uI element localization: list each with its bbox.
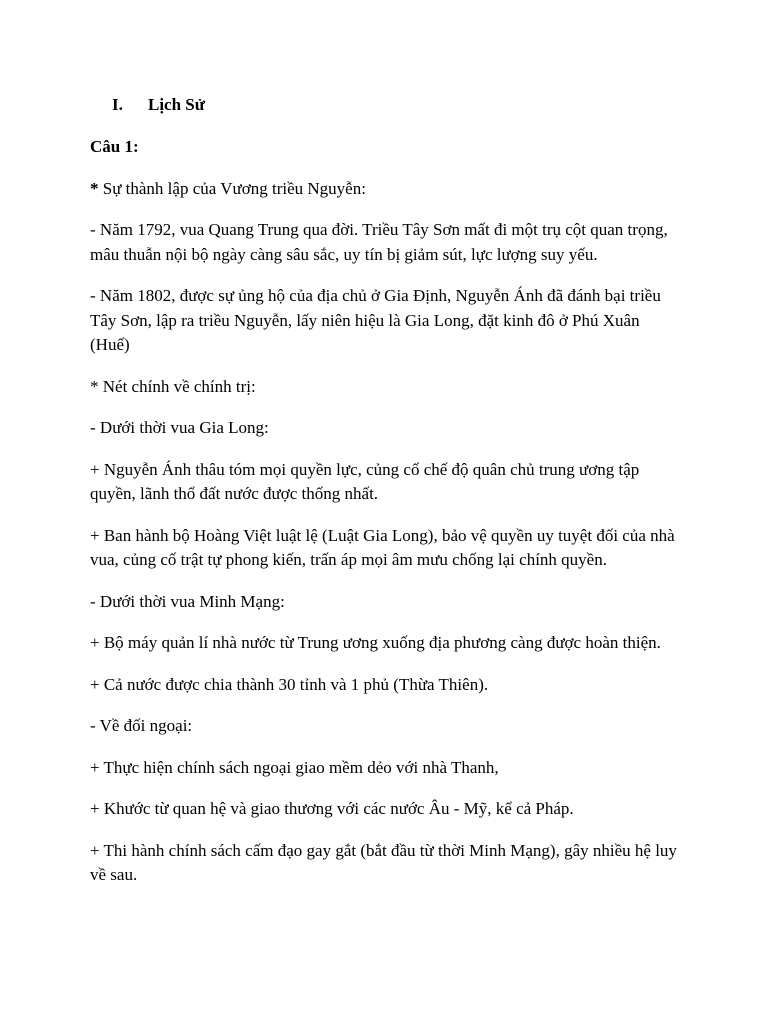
paragraph: - Dưới thời vua Minh Mạng: (90, 591, 285, 611)
paragraph: - Dưới thời vua Gia Long: (90, 418, 269, 437)
paragraph: + Cả nước được chia thành 30 tỉnh và 1 phủ (Thừa Thiên). (90, 674, 489, 694)
paragraph: + Khước từ quan hệ và giao thương với các nước Âu - Mỹ, kể cả Pháp. (90, 799, 574, 818)
paragraph: + Bộ máy quản lí nhà nước từ Trung ương xuống địa phương càng được hoàn thiện. (90, 633, 661, 652)
paragraph: - Năm 1802, được sự ủng hộ của địa chủ ở Gia Định, Nguyễn Ánh đã đánh bại triều Tây Sơn, lập ra triều Nguyễn, lấy niên hiệu là Gia Long, đặt kinh đô ở Phú Xuân (Huế) (90, 286, 661, 354)
section-title: Lịch Sử (148, 95, 205, 114)
paragraph: + Ban hành bộ Hoàng Việt luật lệ (Luật Gia Long), bảo vệ quyền uy tuyệt đối của nhà vua, củng cố trật tự phong kiến, trấn áp mọi âm mưu chống lại chính quyền. (90, 525, 675, 569)
paragraph-text: Sự thành lập của Vương triều Nguyễn: (98, 178, 366, 198)
section-number: I. (112, 95, 123, 114)
paragraph: + Thực hiện chính sách ngoại giao mềm dẻo với nhà Thanh, (90, 757, 499, 777)
paragraph: + Thi hành chính sách cấm đạo gay gắt (bắt đầu từ thời Minh Mạng), gây nhiều hệ luy về sau. (90, 840, 677, 884)
asterisk-bullet: * (90, 178, 99, 198)
paragraph: - Về đối ngoại: (90, 716, 193, 735)
section-heading (90, 93, 678, 117)
question-label: Câu 1: (90, 137, 139, 156)
paragraph-founding-heading (90, 177, 680, 202)
paragraph: * Nét chính về chính trị: (90, 376, 256, 396)
paragraph: + Nguyễn Ánh thâu tóm mọi quyền lực, củng cố chế độ quân chủ trung ương tập quyền, lãnh thổ đất nước được thống nhất. (90, 459, 640, 503)
paragraph: - Năm 1792, vua Quang Trung qua đời. Triều Tây Sơn mất đi một trụ cột quan trọng, mâu thuẫn nội bộ ngày càng sâu sắc, uy tín bị giảm sút, lực lượng suy yếu. (90, 220, 668, 264)
